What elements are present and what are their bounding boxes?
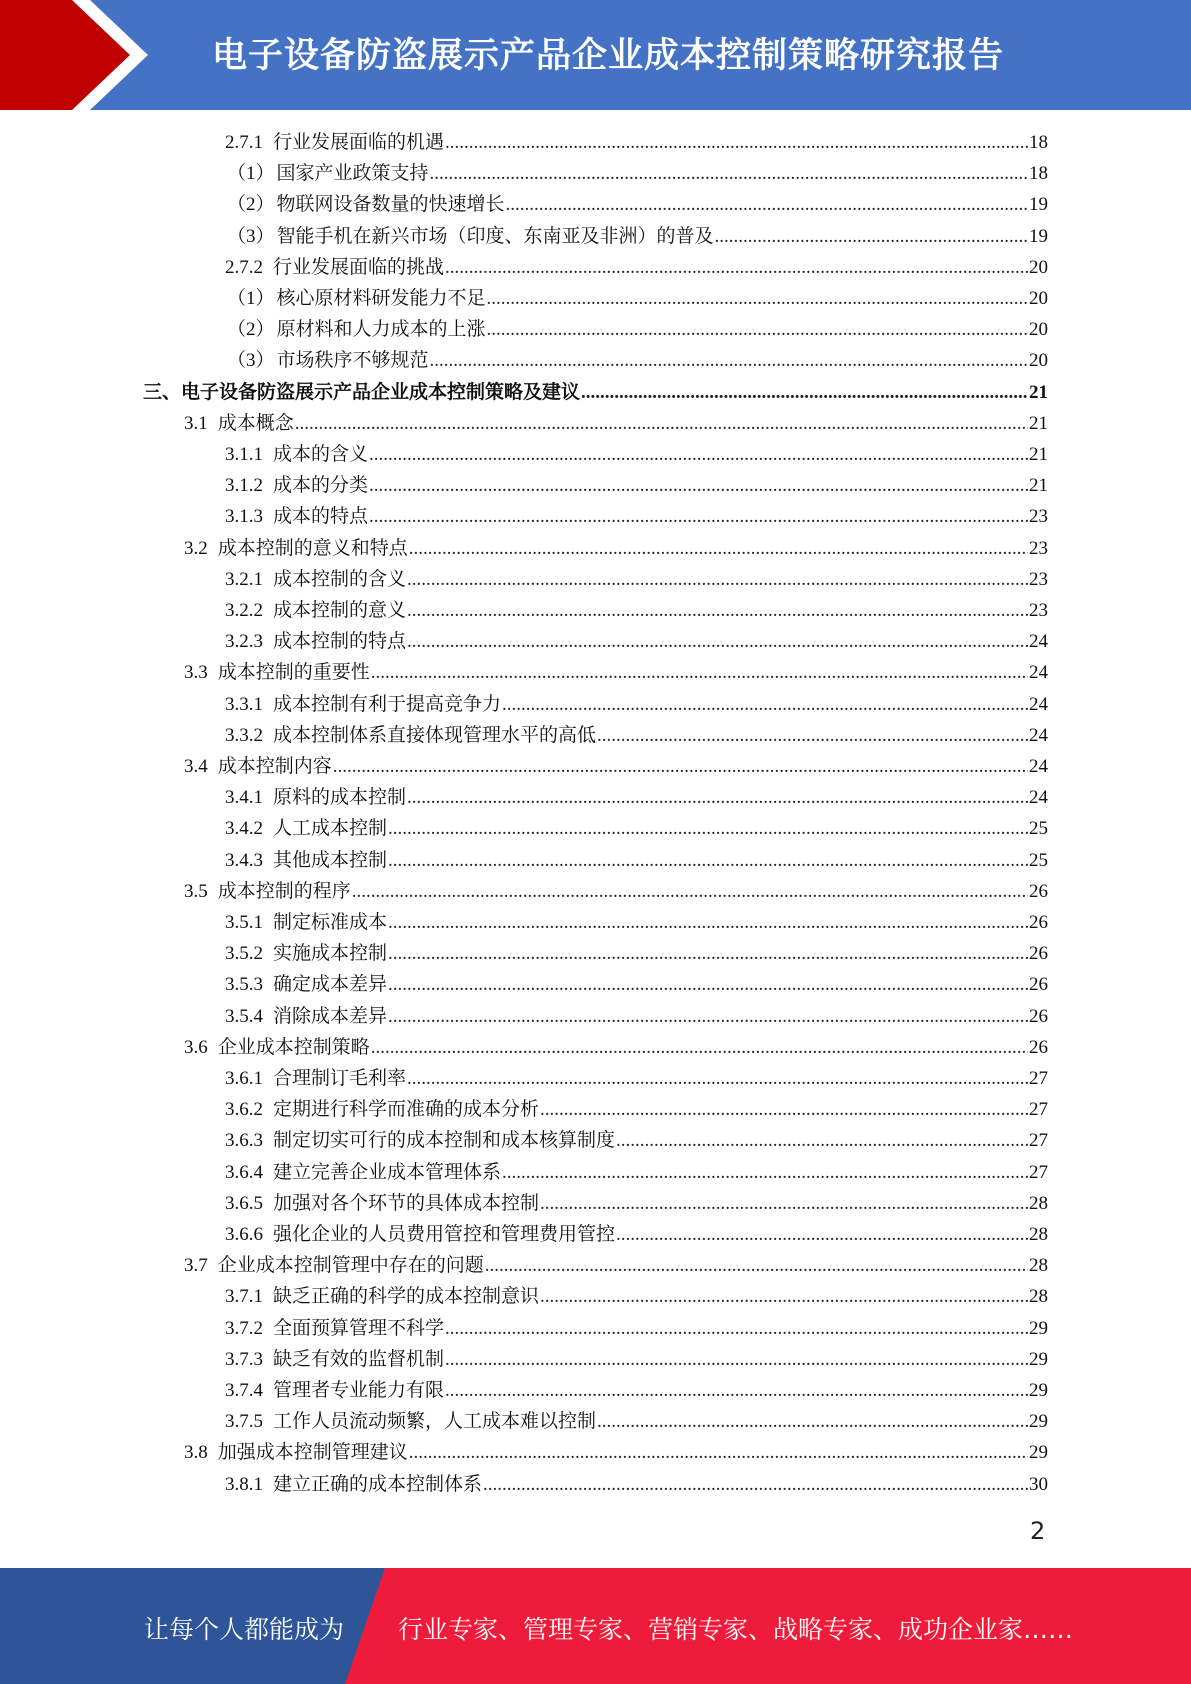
toc-entry-title: 人工成本控制 xyxy=(273,818,388,840)
toc-entry-title: 成本控制的重要性 xyxy=(217,662,370,684)
toc-entry[interactable] xyxy=(225,1157,1048,1188)
toc-dot-leader xyxy=(369,439,1028,470)
toc-entry-page: 26 xyxy=(1029,974,1048,996)
toc-entry-number: 3.7 xyxy=(184,1255,208,1277)
toc-entry[interactable] xyxy=(227,189,1048,220)
toc-entry-number: 3.6.4 xyxy=(225,1161,263,1183)
toc-entry[interactable] xyxy=(225,938,1048,969)
toc-entry-number: 3.5.1 xyxy=(225,912,263,933)
toc-entry-number: 3.1 xyxy=(184,412,208,434)
toc-entry-number: 3.8 xyxy=(184,1442,208,1464)
toc-entry-page: 29 xyxy=(1029,1380,1048,1401)
toc-entry-title: 实施成本控制 xyxy=(273,943,388,965)
toc-entry-page: 24 xyxy=(1029,756,1048,777)
toc-dot-leader xyxy=(597,1406,1028,1437)
toc-dot-leader xyxy=(540,1188,1028,1219)
toc-entry-page: 23 xyxy=(1029,568,1048,590)
toc-dot-leader xyxy=(333,751,1028,782)
toc-entry-number: 3.6.3 xyxy=(225,1130,263,1152)
toc-entry[interactable] xyxy=(225,1281,1048,1312)
toc-entry-page: 21 xyxy=(1029,381,1048,403)
toc-entry-page: 20 xyxy=(1029,288,1048,309)
toc-entry-number: （3） xyxy=(227,350,275,372)
toc-entry[interactable] xyxy=(225,1001,1048,1032)
toc-entry-title: 成本的含义 xyxy=(273,444,369,465)
toc-entry-title: 原材料和人力成本的上涨 xyxy=(276,319,486,341)
toc-entry-title: 缺乏正确的科学的成本控制意识 xyxy=(273,1286,540,1308)
toc-entry-number: 3.1.1 xyxy=(225,444,263,465)
toc-entry[interactable] xyxy=(225,1313,1048,1344)
toc-entry-page: 24 xyxy=(1029,631,1048,653)
toc-entry-number: 3.5.3 xyxy=(225,974,263,996)
toc-entry-page: 24 xyxy=(1029,724,1048,746)
toc-entry-number: 3.1.2 xyxy=(225,475,263,497)
toc-entry-page: 21 xyxy=(1029,412,1048,434)
toc-entry[interactable] xyxy=(225,907,1048,938)
toc-dot-leader xyxy=(407,1063,1028,1094)
toc-dot-leader xyxy=(407,595,1028,626)
toc-entry-page: 29 xyxy=(1029,1411,1048,1433)
toc-dot-leader xyxy=(371,1032,1028,1063)
toc-entry-page: 28 xyxy=(1029,1255,1048,1277)
toc-entry[interactable] xyxy=(225,470,1048,501)
toc-entry-page: 21 xyxy=(1029,444,1048,465)
toc-entry-number: 3.4 xyxy=(184,756,208,777)
toc-entry-title: 全面预算管理不科学 xyxy=(273,1317,445,1339)
toc-entry[interactable] xyxy=(184,408,1048,439)
toc-entry-number: 3.6.2 xyxy=(225,1099,263,1121)
toc-entry-number: 3.3.1 xyxy=(225,693,263,715)
toc-dot-leader xyxy=(502,689,1028,720)
toc-entry-page: 27 xyxy=(1029,1068,1048,1089)
toc-entry[interactable] xyxy=(184,1032,1048,1063)
toc-entry-title: 建立正确的成本控制体系 xyxy=(273,1473,483,1495)
toc-entry-title: 合理制订毛利率 xyxy=(273,1068,407,1089)
toc-dot-leader xyxy=(352,876,1028,907)
toc-entry-number: （1） xyxy=(227,288,275,309)
toc-dot-leader xyxy=(616,1125,1028,1156)
toc-entry-page: 29 xyxy=(1029,1317,1048,1339)
toc-entry[interactable] xyxy=(225,1094,1048,1125)
toc-entry-page: 30 xyxy=(1029,1473,1048,1495)
toc-entry[interactable] xyxy=(184,876,1048,907)
toc-dot-leader xyxy=(430,345,1028,376)
toc-dot-leader xyxy=(409,1437,1028,1468)
toc-entry[interactable] xyxy=(184,751,1048,782)
toc-entry-number: 3.3 xyxy=(184,662,208,684)
toc-entry-title: 企业成本控制策略 xyxy=(217,1036,370,1058)
toc-entry-title: 成本控制的意义和特点 xyxy=(217,537,408,559)
toc-entry-title: 成本控制的含义 xyxy=(273,568,407,590)
toc-dot-leader xyxy=(388,845,1028,876)
toc-entry[interactable] xyxy=(184,533,1048,564)
toc-dot-leader xyxy=(388,813,1028,844)
toc-entry-number: 3.3.2 xyxy=(225,724,263,746)
toc-entry-title: 成本控制体系直接体现管理水平的高低 xyxy=(273,724,597,746)
toc-entry-title: 国家产业政策支持 xyxy=(276,163,429,185)
toc-entry-title: 成本控制的程序 xyxy=(217,880,351,902)
toc-dot-leader xyxy=(388,969,1028,1000)
toc-entry-number: 3.7.4 xyxy=(225,1380,263,1401)
toc-entry-number: 3.7.3 xyxy=(225,1348,263,1370)
toc-entry[interactable] xyxy=(227,283,1048,314)
footer-slogan-left: 让每个人都能成为 xyxy=(144,1615,345,1644)
toc-entry-page: 20 xyxy=(1029,350,1048,372)
toc-entry-title: 成本控制有利于提高竞争力 xyxy=(273,693,502,715)
toc-entry-title: 电子设备防盗展示产品企业成本控制策略及建议 xyxy=(181,381,581,403)
toc-entry-page: 23 xyxy=(1029,506,1048,528)
toc-entry-title: 成本的分类 xyxy=(273,475,369,497)
toc-entry-title: 成本概念 xyxy=(217,412,294,434)
toc-entry-title: 制定切实可行的成本控制和成本核算制度 xyxy=(273,1130,616,1152)
toc-entry-number: 3.7.2 xyxy=(225,1317,263,1339)
toc-entry-number: 3.5.4 xyxy=(225,1005,263,1027)
toc-dot-leader xyxy=(369,501,1028,532)
toc-entry-number: 2.7.2 xyxy=(225,256,263,278)
toc-entry-number: 三、 xyxy=(143,381,182,403)
toc-entry[interactable] xyxy=(225,1125,1048,1156)
toc-entry-title: 成本控制的特点 xyxy=(273,631,407,653)
toc-entry-title: 成本控制的意义 xyxy=(273,600,407,621)
toc-entry-number: 3.2.1 xyxy=(225,568,263,590)
toc-dot-leader xyxy=(581,377,1028,408)
toc-entry-page: 19 xyxy=(1029,194,1048,216)
document-title: 电子设备防盗展示产品企业成本控制策略研究报告 xyxy=(212,36,1005,76)
toc-entry-number: 3.4.3 xyxy=(225,849,263,871)
toc-entry-number: 3.5.2 xyxy=(225,943,263,965)
toc-entry-number: 3.4.1 xyxy=(225,787,263,809)
toc-entry-number: （1） xyxy=(227,163,275,185)
toc-entry[interactable] xyxy=(225,845,1048,876)
toc-dot-leader xyxy=(445,252,1028,283)
toc-entry[interactable] xyxy=(225,1063,1048,1094)
toc-entry-page: 20 xyxy=(1029,319,1048,341)
toc-entry-page: 28 xyxy=(1029,1224,1048,1245)
toc-entry-number: 3.8.1 xyxy=(225,1473,263,1495)
toc-entry-title: 定期进行科学而准确的成本分析 xyxy=(273,1099,540,1121)
toc-entry[interactable] xyxy=(184,657,1048,688)
toc-entry-page: 25 xyxy=(1029,849,1048,871)
toc-dot-leader xyxy=(483,1469,1028,1500)
toc-dot-leader xyxy=(540,1094,1028,1125)
footer-slogan-right: 行业专家、管理专家、营销专家、战略专家、成功企业家…… xyxy=(398,1615,1074,1644)
toc-entry[interactable] xyxy=(225,1219,1048,1250)
toc-entry-title: 物联网设备数量的快速增长 xyxy=(276,194,505,216)
toc-entry-number: （3） xyxy=(227,225,275,247)
toc-entry[interactable] xyxy=(225,1469,1048,1500)
toc-entry-number: 3.4.2 xyxy=(225,818,263,840)
toc-entry-number: 3.6.6 xyxy=(225,1224,263,1245)
toc-entry-title: 工作人员流动频繁，人工成本难以控制 xyxy=(273,1411,597,1433)
toc-entry-page: 20 xyxy=(1029,256,1048,278)
toc-entry-page: 27 xyxy=(1029,1130,1048,1152)
toc-entry-page: 24 xyxy=(1029,662,1048,684)
toc-entry-title: 强化企业的人员费用管控和管理费用管控 xyxy=(273,1224,616,1245)
toc-dot-leader xyxy=(540,1281,1028,1312)
toc-dot-leader xyxy=(597,720,1028,751)
toc-entry-title: 建立完善企业成本管理体系 xyxy=(273,1161,502,1183)
toc-dot-leader xyxy=(445,1313,1028,1344)
toc-dot-leader xyxy=(369,470,1028,501)
toc-dot-leader xyxy=(616,1219,1028,1250)
toc-entry[interactable] xyxy=(225,1188,1048,1219)
toc-entry-page: 26 xyxy=(1029,880,1048,902)
toc-dot-leader xyxy=(715,221,1028,252)
toc-entry-page: 26 xyxy=(1029,912,1048,933)
toc-entry-page: 27 xyxy=(1029,1161,1048,1183)
page-header xyxy=(0,0,1191,110)
toc-dot-leader xyxy=(487,314,1028,345)
toc-entry-page: 26 xyxy=(1029,1005,1048,1027)
toc-entry[interactable] xyxy=(225,689,1048,720)
toc-entry-title: 加强成本控制管理建议 xyxy=(217,1442,408,1464)
toc-entry-title: 市场秩序不够规范 xyxy=(276,350,429,372)
toc-entry[interactable] xyxy=(184,1250,1048,1281)
toc-dot-leader xyxy=(506,189,1028,220)
toc-entry[interactable] xyxy=(225,720,1048,751)
toc-entry[interactable] xyxy=(227,221,1048,252)
toc-entry-page: 26 xyxy=(1029,1036,1048,1058)
toc-entry-number: 3.2.3 xyxy=(225,631,263,653)
toc-entry[interactable] xyxy=(225,501,1048,532)
toc-entry-title: 消除成本差异 xyxy=(273,1005,388,1027)
toc-dot-leader xyxy=(430,158,1028,189)
toc-entry-page: 21 xyxy=(1029,475,1048,497)
toc-entry-number: 3.7.5 xyxy=(225,1411,263,1433)
toc-entry[interactable] xyxy=(225,1375,1048,1406)
toc-entry[interactable] xyxy=(227,345,1048,376)
toc-dot-leader xyxy=(388,907,1028,938)
toc-entry-number: 3.6.5 xyxy=(225,1192,263,1214)
toc-entry-title: 行业发展面临的挑战 xyxy=(273,256,445,278)
toc-entry-title: 企业成本控制管理中存在的问题 xyxy=(217,1255,484,1277)
toc-entry-title: 其他成本控制 xyxy=(273,849,388,871)
toc-entry-title: 成本的特点 xyxy=(273,506,369,528)
toc-dot-leader xyxy=(485,1250,1028,1281)
toc-entry-title: 核心原材料研发能力不足 xyxy=(276,288,486,309)
toc-entry[interactable] xyxy=(225,813,1048,844)
toc-entry[interactable] xyxy=(143,377,1048,408)
toc-entry-title: 行业发展面临的机遇 xyxy=(273,132,445,153)
toc-dot-leader xyxy=(502,1157,1028,1188)
toc-entry-page: 29 xyxy=(1029,1442,1048,1464)
toc-entry[interactable] xyxy=(225,127,1048,158)
toc-dot-leader xyxy=(445,1344,1028,1375)
toc-entry-page: 25 xyxy=(1029,818,1048,840)
toc-entry[interactable] xyxy=(225,439,1048,470)
toc-entry-page: 28 xyxy=(1029,1286,1048,1308)
toc-entry-title: 制定标准成本 xyxy=(273,912,388,933)
toc-entry[interactable] xyxy=(225,782,1048,813)
toc-entry-title: 管理者专业能力有限 xyxy=(273,1380,445,1401)
toc-dot-leader xyxy=(295,408,1028,439)
toc-entry-page: 27 xyxy=(1029,1099,1048,1121)
toc-entry-number: 3.2.2 xyxy=(225,600,263,621)
toc-entry-number: （2） xyxy=(227,194,275,216)
toc-entry-page: 29 xyxy=(1029,1348,1048,1370)
toc-entry-page: 18 xyxy=(1029,132,1048,153)
toc-entry[interactable] xyxy=(225,564,1048,595)
toc-entry-page: 24 xyxy=(1029,787,1048,809)
toc-entry-title: 缺乏有效的监督机制 xyxy=(273,1348,445,1370)
toc-entry-page: 23 xyxy=(1029,537,1048,559)
toc-entry[interactable] xyxy=(225,252,1048,283)
toc-entry-number: 2.7.1 xyxy=(225,132,263,153)
toc-entry[interactable] xyxy=(225,969,1048,1000)
toc-entry-number: （2） xyxy=(227,319,275,341)
toc-entry-page: 26 xyxy=(1029,943,1048,965)
toc-entry-number: 3.1.3 xyxy=(225,506,263,528)
page-footer xyxy=(0,1568,1191,1684)
page-number: 2 xyxy=(1030,1517,1046,1545)
toc-entry[interactable] xyxy=(227,158,1048,189)
toc-entry[interactable] xyxy=(225,1406,1048,1437)
toc-entry-title: 加强对各个环节的具体成本控制 xyxy=(273,1192,540,1214)
toc-entry-page: 18 xyxy=(1029,163,1048,185)
toc-dot-leader xyxy=(407,564,1028,595)
toc-entry[interactable] xyxy=(227,314,1048,345)
toc-entry-title: 确定成本差异 xyxy=(273,974,388,996)
toc-entry-number: 3.2 xyxy=(184,537,208,559)
toc-entry-number: 3.7.1 xyxy=(225,1286,263,1308)
toc-entry-page: 24 xyxy=(1029,693,1048,715)
toc-dot-leader xyxy=(371,657,1028,688)
toc-entry[interactable] xyxy=(184,1437,1048,1468)
toc-entry-title: 原料的成本控制 xyxy=(273,787,407,809)
toc-dot-leader xyxy=(407,782,1028,813)
toc-dot-leader xyxy=(407,626,1028,657)
toc-dot-leader xyxy=(409,533,1028,564)
toc-dot-leader xyxy=(487,283,1028,314)
toc-entry[interactable] xyxy=(225,1344,1048,1375)
toc-dot-leader xyxy=(445,127,1028,158)
toc-entry-page: 23 xyxy=(1029,600,1048,621)
toc-entry-number: 3.5 xyxy=(184,880,208,902)
toc-entry-page: 19 xyxy=(1029,225,1048,247)
toc-entry-number: 3.6 xyxy=(184,1036,208,1058)
toc-entry-title: 成本控制内容 xyxy=(217,756,332,777)
toc-entry-page: 28 xyxy=(1029,1192,1048,1214)
toc-entry-number: 3.6.1 xyxy=(225,1068,263,1089)
toc-entry[interactable] xyxy=(225,595,1048,626)
toc-entry-title: 智能手机在新兴市场（印度、东南亚及非洲）的普及 xyxy=(276,225,714,247)
toc-entry[interactable] xyxy=(225,626,1048,657)
toc-dot-leader xyxy=(445,1375,1028,1406)
toc-dot-leader xyxy=(388,938,1028,969)
toc-dot-leader xyxy=(388,1001,1028,1032)
